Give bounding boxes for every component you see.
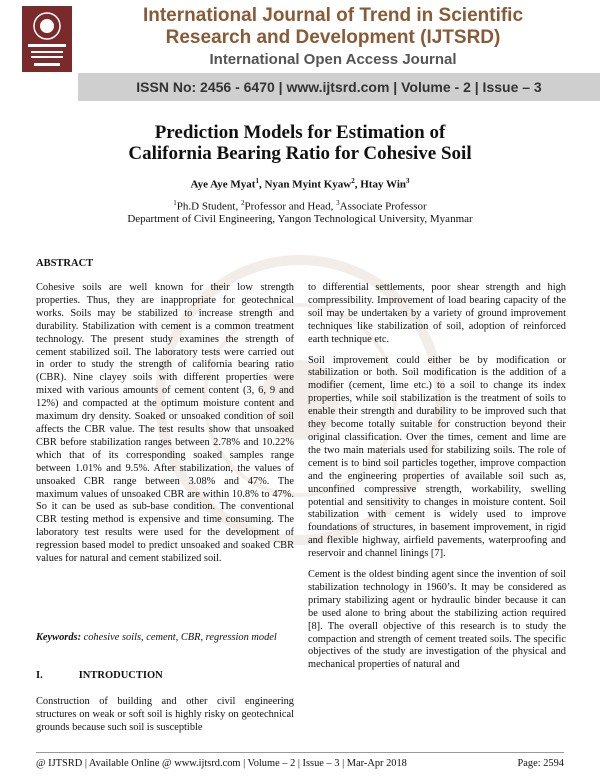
position-text: Ph.D Student, [176,200,241,213]
journal-title-line2: Research and Development (IJTSRD) [165,27,501,48]
paragraph: to differential settlements, poor shear strength and high compressibility. Improvement of load bearing capacity of the soil may be undertaken by a variety of ground improvement techniques like stabilization of soil, adoption of reinforced earth technique etc. [308,282,566,345]
paragraph: Soil improvement could either be by modification or stabilization or both. Soil modification is the addition of a modifier (cement, lime etc.) to a soil to change its index properties, while soil stabilization is the treatment of soils to enable their strength and durability to be improved such that they become totally suitable for construction beyond their original classification. Over the times, cement and lime are the two main materials used for stabilizing soils. The role of cement is to bind soil particles together, improve compaction and the engineering properties of available soil such as, unconfined compressive strength, workability, swelling potential and sensitivity to changes in moisture content. Soil stabilization with cement is widely used to improve foundations of structures, in basement improvement, in rigid and flexible highway, airfield pavements, waterproofing and reservoir and channel linings [7]. [308,354,566,560]
footer-citation: @ IJTSRD | Available Online @ www.ijtsrd.com | Volume – 2 | Issue – 3 | Mar-Apr 2018 [36,758,407,769]
left-column [36,282,294,566]
section-number: I. [36,670,43,681]
position-mark: 1 [173,199,177,207]
issn-bar: ISSN No: 2456 - 6470 | www.ijtsrd.com | Volume - 2 | Issue – 3 [78,73,600,101]
abstract-heading: ABSTRACT [36,258,94,269]
paper-title [40,122,560,164]
position-text: Professor and Head, [244,200,337,213]
journal-title [78,5,588,49]
ijtsrd-logo-icon [22,6,72,72]
author-name: Aye Aye Myat [190,178,256,191]
journal-title-line1: International Journal of Trend in Scientific [142,5,524,26]
author-affiliation-mark: 1 [255,177,259,185]
department-affiliation: Department of Civil Engineering, Yangon Technological University, Myanmar [127,213,473,225]
author-affiliation-mark: 2 [351,177,355,185]
journal-subtitle: International Open Access Journal [209,51,457,68]
position-mark: 2 [240,199,245,207]
author-separator: , [258,178,265,191]
keywords-label: Keywords: [36,632,82,643]
paragraph: Cement is the oldest binding agent since the invention of soil stabilization technology in 1960’s. It may be considered as primary stabilizing agent or hydraulic binder because it can be used alone to bring about the stabilizing action required [8]. The overall objective of this research is to study the compaction and strength of cement treated soils. The specific objectives of the study are investigation of the physical and mechanical properties of natural and [308,569,566,671]
paper-title-line1: Prediction Models for Estimation of [154,122,446,143]
author-name: Htay Win [360,178,406,191]
section-title: INTRODUCTION [78,670,163,681]
paper-title-line2: California Bearing Ratio for Cohesive Soil [128,143,472,164]
author-affiliation-mark: 3 [406,177,410,185]
introduction-heading [36,670,163,681]
author-positions [40,199,560,213]
position-mark: 3 [336,199,340,207]
position-text: Associate Professor [339,200,427,213]
page-footer [36,752,564,773]
page-number: Page: 2594 [517,758,564,769]
author-name: Nyan Myint Kyaw [264,178,352,191]
keywords [36,631,294,644]
keywords-text: cohesive soils, cement, CBR, regression model [81,632,277,643]
introduction-text: Construction of building and other civil engineering structures on weak or soft soil is highly risky on geotechnical grounds because such soil is susceptible [36,696,294,733]
author-separator: , [354,178,361,191]
abstract-text: Cohesive soils are well known for their low strength properties. Thus, they are inappropriate for geotechnical works. Soils may be stabilized to increase strength and durability. Stabilization with cement is a common treatment technology. The present study examines the strength of cement stabilized soil. The laboratory tests were carried out in order to study the strength of california bearing ratio (CBR). Nine clayey soils with different properties were mixed with various amounts of cement content (3, 6, 9 and 12%) and compacted at the optimum moisture content and maximum dry density. Soaked or unsoaked condition of soil affects the CBR value. The test results show that unsoaked CBR before stabilization ranges between 2.78% and 10.22% which that of its corresponding soaked samples range between 1.01% and 9.5%. After stabilization, the values of unsoaked CBR range between 3.08% and 47%. The maximum values of unsoaked CBR are within 10.8% to 47%. So it can be used as sub-base condition. The conventional CBR testing method is expensive and time consuming. The laboratory test results were used for the development of regression based model to predict unsoaked and soaked CBR values for natural and cement stabilized soil. [36,282,294,565]
right-column [308,282,566,672]
author-list [40,177,560,191]
